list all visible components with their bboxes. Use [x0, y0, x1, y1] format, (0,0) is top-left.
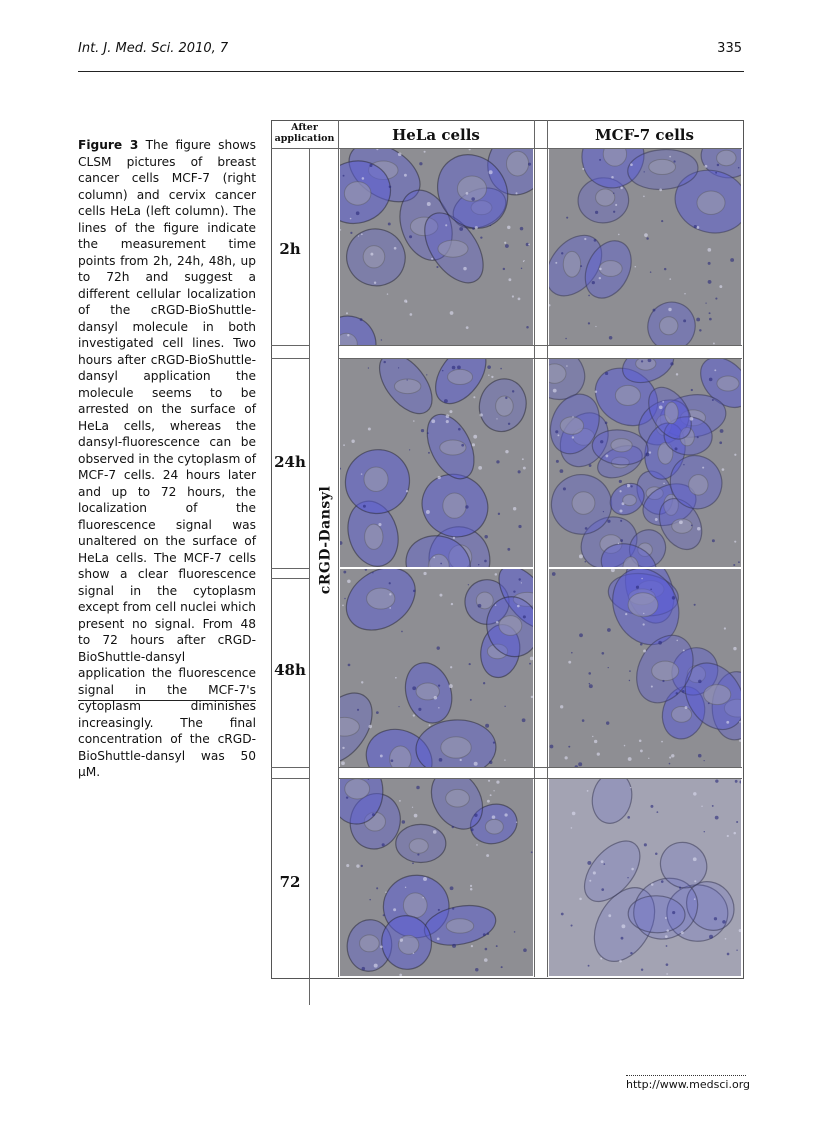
- header-hela: HeLa cells: [392, 126, 480, 144]
- journal-citation: Int. J. Med. Sci. 2010, 7: [78, 41, 229, 56]
- caption-text: The figure shows CLSM pictures of breast cancer cells MCF-7 (right column) and cervix cancer cells HeLa (left column). The lines of the figure indicate the measurement time points from 2h, 24h, 48h, up to 72h and suggest a different cellular localization of the cRGD-BioShuttle-dansyl molecule in both investigated cell lines. Two hours after cRGD-BioShuttle-dansyl application the molecule seems to be arrested on the surface of HeLa cells, whereas the dansyl-fluorescence can be observed in the cytoplasm of MCF-7 cells. 24 hours later and up to 72 hours, the localization of the fluorescence signal was unaltered on the surface of HeLa cells. The MCF-7 cells show a clear fluorescence signal in the cytoplasm except from cell nuclei which present no signal. From 48 to 72 hours after cRGD-BioShuttle-dansyl application the fluorescence signal in the MCF-7's cytoplasm diminishes increasingly. The final concentration of the cRGD-BioShuttle-dansyl was 50 µM.: [78, 138, 256, 779]
- grid-line: [338, 345, 742, 346]
- micrograph-hela-72h: [340, 779, 533, 976]
- micrograph-mcf7-48h: [549, 569, 741, 767]
- caption-divider: [78, 700, 256, 701]
- header-after-application: After application: [274, 122, 335, 144]
- time-label-2h: 2h: [279, 240, 301, 258]
- micrograph-hela-2h: [340, 149, 533, 345]
- side-label-crgd-dansyl: cRGD-Dansyl: [317, 485, 333, 595]
- grid-line: [271, 345, 309, 346]
- time-label-24h: 24h: [274, 453, 306, 471]
- grid-line: [309, 148, 310, 1005]
- grid-line: [271, 767, 309, 768]
- page-number: 335: [717, 41, 742, 56]
- micrograph-mcf7-2h: [549, 149, 741, 345]
- grid-line: [271, 778, 309, 779]
- micrograph-hela-24h: [340, 359, 533, 567]
- grid-line: [271, 578, 309, 579]
- grid-line: [271, 568, 309, 569]
- grid-line: [338, 767, 742, 768]
- header-mcf7: MCF-7 cells: [595, 126, 694, 144]
- figure-caption: [78, 137, 256, 781]
- caption-label: Figure 3: [78, 138, 139, 152]
- micrograph-mcf7-72h: [549, 779, 741, 976]
- grid-line: [271, 358, 309, 359]
- grid-line: [534, 120, 535, 977]
- micrograph-mcf7-24h: [549, 359, 741, 567]
- grid-line: [547, 120, 548, 977]
- microscopy-figure: [271, 120, 743, 978]
- journal-url[interactable]: http://www.medsci.org: [626, 1075, 746, 1091]
- header-divider: [78, 71, 744, 72]
- time-label-48h: 48h: [274, 661, 306, 679]
- micrograph-hela-48h: [340, 569, 533, 767]
- time-label-72: 72: [279, 873, 301, 891]
